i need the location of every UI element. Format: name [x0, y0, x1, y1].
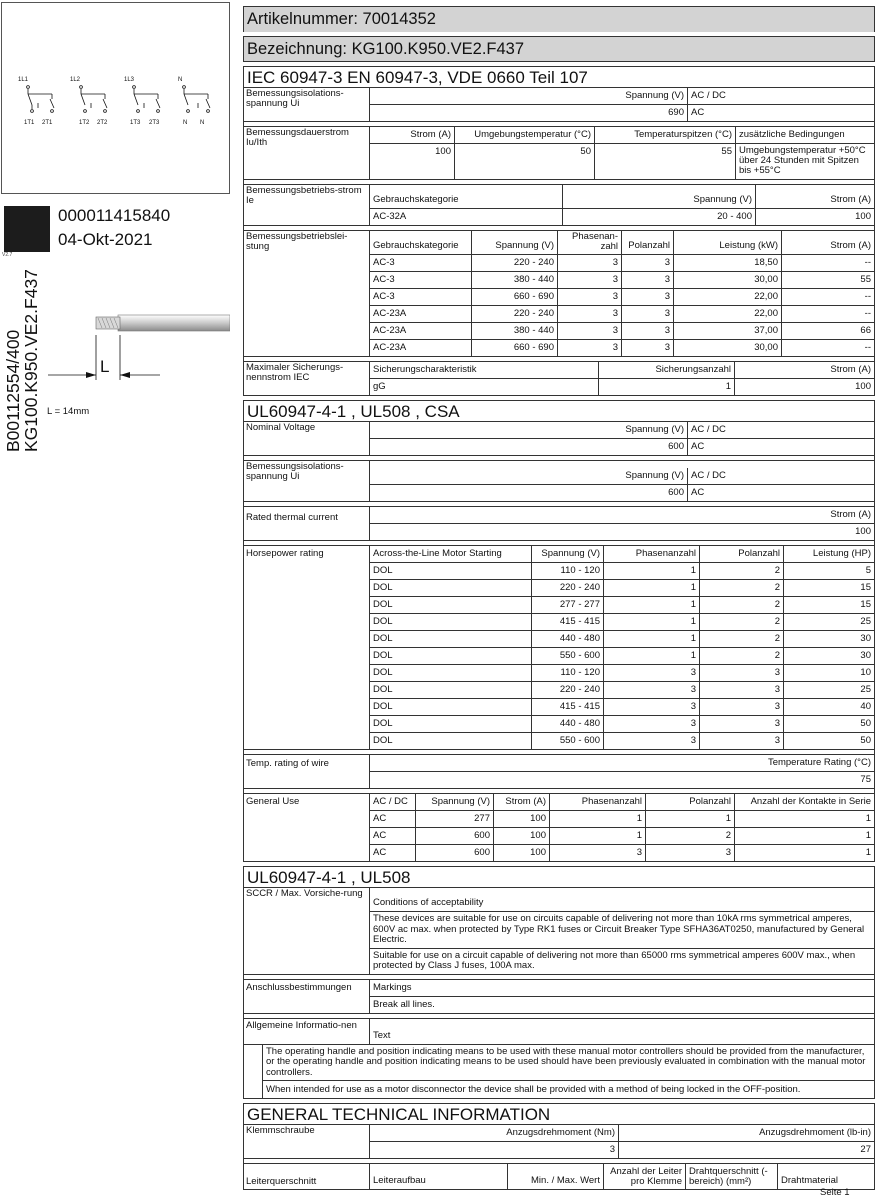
table-cell: 50 — [860, 735, 871, 746]
circuit-diagram-svg — [2, 3, 229, 193]
header-cell: Anzugsdrehmoment (lb-in) — [759, 1127, 871, 1138]
header-cell: Spannung (V) — [563, 185, 756, 208]
table-cell: -- — [864, 308, 871, 319]
table-row — [370, 845, 874, 862]
terminal-label: 2T3 — [149, 120, 160, 126]
header-cell: Min. / Max. Wert — [508, 1164, 604, 1189]
table-cell: 550 - 600 — [532, 648, 604, 664]
header-cell: Leistung (kW) — [674, 231, 782, 254]
table-row — [370, 614, 874, 631]
table-cell: 1 — [865, 813, 871, 824]
row-label: Bemessungsisolations-spannung Ui — [244, 88, 370, 122]
table-cell: 3 — [622, 289, 674, 305]
table-cell: 3 — [700, 682, 784, 698]
table-cell: 30 — [860, 650, 871, 661]
terminal-label: N — [178, 77, 183, 83]
header-cell: Spannung (V) — [370, 422, 688, 438]
row-label: Nominal Voltage — [244, 422, 370, 456]
table-cell: 1 — [604, 580, 700, 596]
table-cell: 3 — [604, 665, 700, 681]
table-cell: 5 — [865, 565, 871, 576]
header-cell: Text — [373, 1029, 391, 1041]
row-operating-current — [243, 184, 875, 226]
table-row — [370, 665, 874, 682]
value-cell: 20 - 400 — [563, 209, 756, 225]
header-cell: AC / DC — [370, 794, 416, 810]
wire-length-caption: L = 14mm — [47, 406, 90, 417]
terminal-label: 1T2 — [79, 120, 90, 126]
text-cell: The operating handle and position indicating means to be used with these manual motor controllers should be provided from the manufacturer, or the operating handle and position indicating means to be used should have been previously evaluated in combination with the manual motor controllers. — [263, 1045, 874, 1082]
power-table — [370, 231, 874, 357]
table-cell: 110 - 120 — [532, 665, 604, 681]
version-tag: V2.7 — [2, 252, 13, 258]
page-number: Seite 1 — [820, 1187, 850, 1198]
table-cell: 3 — [622, 255, 674, 271]
value-cell: 55 — [595, 144, 736, 179]
section-title-ul2: UL60947-4-1 , UL508 — [243, 866, 875, 888]
table-cell: 55 — [860, 274, 871, 285]
header-cell: Phasenan-zahl — [558, 231, 622, 254]
section-title-iec: IEC 60947-3 EN 60947-3, VDE 0660 Teil 107 — [243, 66, 875, 88]
table-cell: DOL — [370, 597, 532, 613]
table-row — [370, 733, 874, 750]
table-cell: 220 - 240 — [532, 682, 604, 698]
row-fuse — [243, 361, 875, 396]
table-cell: 3 — [646, 845, 735, 861]
table-cell: 3 — [604, 733, 700, 749]
table-row — [370, 289, 874, 306]
header-cell: Conditions of acceptability — [373, 897, 484, 908]
header-cell: Polanzahl — [700, 546, 784, 562]
table-cell: 220 - 240 — [472, 306, 558, 322]
row-label: Bemessungsisolations-spannung Ui — [244, 461, 370, 502]
table-cell: 380 - 440 — [472, 323, 558, 339]
table-cell: 440 - 480 — [532, 631, 604, 647]
terminal-label: 1T3 — [130, 120, 141, 126]
table-cell: AC-3 — [370, 289, 472, 305]
table-row — [370, 597, 874, 614]
table-cell: 277 - 277 — [532, 597, 604, 613]
header-cell: Strom (A) — [494, 794, 550, 810]
table-cell: 100 — [494, 845, 550, 861]
value-cell: Break all lines. — [373, 998, 435, 1010]
header-cell: Gebrauchskategorie — [370, 185, 563, 208]
header-cell: Markings — [373, 981, 412, 993]
table-row — [370, 306, 874, 323]
terminal-label: 1L1 — [18, 77, 29, 83]
terminal-label: 1L2 — [70, 77, 81, 83]
table-cell: DOL — [370, 665, 532, 681]
table-cell: DOL — [370, 580, 532, 596]
datasheet — [243, 6, 875, 1190]
header-cell: Temperaturspitzen (°C) — [595, 127, 736, 143]
table-cell: DOL — [370, 733, 532, 749]
row-general-info — [243, 1018, 875, 1045]
row-conductor-section — [243, 1163, 875, 1190]
table-cell: 1 — [865, 830, 871, 841]
table-cell: 100 — [494, 828, 550, 844]
row-label: Maximaler Sicherungs-nennstrom IEC — [244, 362, 370, 396]
header-cell: Temperature Rating (°C) — [767, 757, 871, 768]
row-label: Bemessungsdauerstrom Iu/Ith — [244, 127, 370, 180]
table-cell: 15 — [860, 599, 871, 610]
table-cell: 25 — [860, 684, 871, 695]
row-label: Anschlussbestimmungen — [244, 980, 370, 1014]
table-cell: 2 — [646, 828, 735, 844]
table-row — [370, 255, 874, 272]
table-cell: 3 — [622, 323, 674, 339]
id-number: 000011415840 — [58, 206, 171, 225]
table-cell: 3 — [558, 272, 622, 288]
table-cell: -- — [864, 342, 871, 353]
table-cell: AC-23A — [370, 306, 472, 322]
table-cell: DOL — [370, 614, 532, 630]
row-isolation — [243, 88, 875, 122]
terminal-label: N — [183, 120, 188, 126]
section-title-ul: UL60947-4-1 , UL508 , CSA — [243, 400, 875, 422]
header-cell: Spannung (V) — [416, 794, 494, 810]
terminal-label: 2T1 — [42, 120, 53, 126]
row-nominal-voltage — [243, 422, 875, 456]
table-cell: 1 — [646, 811, 735, 827]
vertical-label — [0, 250, 42, 455]
value-cell: 100 — [855, 381, 871, 392]
row-clamp-screw — [243, 1125, 875, 1159]
value-cell: 27 — [860, 1144, 871, 1155]
value-cell: 75 — [860, 774, 871, 785]
header-cell: AC / DC — [691, 90, 726, 101]
row-label: General Use — [244, 794, 370, 862]
header-cell: Umgebungstemperatur (°C) — [455, 127, 595, 143]
table-cell: 2 — [700, 580, 784, 596]
table-cell: 3 — [604, 699, 700, 715]
table-cell: 1 — [865, 847, 871, 858]
table-cell: 10 — [860, 667, 871, 678]
table-row — [370, 323, 874, 340]
table-cell: 100 — [494, 811, 550, 827]
text-cell: Suitable for use on a circuit capable of delivering not more than 65000 rms symmetrical amperes 600V max., when protected by Class J fuses, 100A max. — [373, 949, 856, 971]
table-row — [370, 563, 874, 580]
table-cell: 1 — [550, 828, 646, 844]
table-cell: DOL — [370, 563, 532, 579]
table-cell: 40 — [860, 701, 871, 712]
value-cell: AC — [691, 107, 705, 118]
table-cell: 440 - 480 — [532, 716, 604, 732]
value-cell: 600 — [370, 439, 688, 455]
value-cell: 3 — [370, 1142, 619, 1158]
table-cell: 415 - 415 — [532, 614, 604, 630]
header-cell: Strom (A) — [830, 194, 871, 205]
table-cell: 220 - 240 — [472, 255, 558, 271]
table-cell: 30,00 — [674, 272, 782, 288]
table-cell: DOL — [370, 699, 532, 715]
row-connection-rules — [243, 979, 875, 1014]
table-row — [370, 631, 874, 648]
value-cell: Umgebungstemperatur +50°C über 24 Stunden mit Spitzen bis +55°C — [739, 145, 866, 176]
value-cell: AC — [691, 487, 705, 498]
header-cell: Sicherungscharakteristik — [370, 362, 599, 378]
row-label: Klemmschraube — [244, 1125, 370, 1159]
table-cell: 3 — [550, 845, 646, 861]
header-cell: Strom (A) — [830, 364, 871, 375]
header-cell: Spannung (V) — [370, 468, 688, 484]
table-cell: 3 — [700, 733, 784, 749]
header-cell: Spannung (V) — [370, 88, 688, 104]
table-cell: 3 — [700, 699, 784, 715]
header-cell: Spannung (V) — [472, 231, 558, 254]
terminal-label: 1T1 — [24, 120, 35, 126]
table-cell: 277 — [416, 811, 494, 827]
header-cell: Strom (A) — [830, 240, 871, 251]
terminal-label: N — [200, 120, 205, 126]
header-cell: Polanzahl — [646, 794, 735, 810]
table-cell: 3 — [604, 682, 700, 698]
header-cell: zusätzliche Bedingungen — [739, 129, 845, 140]
table-cell: 25 — [860, 616, 871, 627]
row-label: Leiterquerschnitt — [244, 1164, 370, 1190]
row-label: SCCR / Max. Vorsiche-rung — [244, 888, 370, 975]
row-horsepower — [243, 545, 875, 750]
id-square — [4, 206, 50, 252]
table-cell: DOL — [370, 716, 532, 732]
table-cell: 3 — [700, 716, 784, 732]
table-cell: 600 — [416, 845, 494, 861]
table-cell: 1 — [604, 614, 700, 630]
table-cell: 2 — [700, 631, 784, 647]
table-cell: 2 — [700, 648, 784, 664]
table-row — [370, 580, 874, 597]
table-cell: 1 — [604, 648, 700, 664]
designation: Bezeichnung: KG100.K950.VE2.F437 — [243, 36, 875, 62]
value-cell: 690 — [370, 105, 688, 121]
table-cell: 37,00 — [674, 323, 782, 339]
table-cell: 1 — [604, 563, 700, 579]
table-cell: 220 - 240 — [532, 580, 604, 596]
table-cell: 2 — [700, 614, 784, 630]
table-cell: DOL — [370, 648, 532, 664]
table-cell: 3 — [622, 340, 674, 356]
table-cell: 50 — [860, 718, 871, 729]
value-cell: 50 — [455, 144, 595, 179]
table-cell: 550 - 600 — [532, 733, 604, 749]
table-cell: 30,00 — [674, 340, 782, 356]
row-label: Allgemeine Informatio-nen — [244, 1019, 370, 1045]
table-cell: 660 - 690 — [472, 340, 558, 356]
table-cell: DOL — [370, 682, 532, 698]
table-cell: -- — [864, 257, 871, 268]
table-row — [370, 699, 874, 716]
vertical-line-2: KG100.K950.VE2.F437 — [21, 269, 41, 452]
table-cell: 3 — [558, 255, 622, 271]
table-cell: 3 — [622, 306, 674, 322]
row-thermal-current — [243, 506, 875, 541]
terminal-label: 1L3 — [124, 77, 135, 83]
table-cell: 660 - 690 — [472, 289, 558, 305]
circuit-diagram — [1, 2, 230, 194]
row-continuous-current — [243, 126, 875, 180]
table-cell: 3 — [622, 272, 674, 288]
table-cell: 22,00 — [674, 306, 782, 322]
header-cell: Phasenanzahl — [550, 794, 646, 810]
table-cell: AC-3 — [370, 272, 472, 288]
table-cell: 380 - 440 — [472, 272, 558, 288]
table-cell: 18,50 — [674, 255, 782, 271]
header-cell: Strom (A) — [830, 509, 871, 520]
table-cell: AC-3 — [370, 255, 472, 271]
table-row — [370, 682, 874, 699]
table-cell: AC-23A — [370, 340, 472, 356]
table-row — [370, 340, 874, 357]
table-cell: 2 — [700, 597, 784, 613]
table-cell: AC — [370, 845, 416, 861]
header-cell: Gebrauchskategorie — [370, 231, 472, 254]
text-cell: These devices are suitable for use on circuits capable of delivering not more than 10kA rms symmetrical amperes, 600V ac max. when protected by Type RK1 fuses or Circuit Breaker Type SFHA36AT0250, manufactured by General Electric. — [373, 913, 865, 945]
table-cell: AC — [370, 811, 416, 827]
id-date: 04-Okt-2021 — [58, 230, 153, 249]
header-cell: Across-the-Line Motor Starting — [370, 546, 532, 562]
row-operating-power — [243, 230, 875, 357]
value-cell: AC-32A — [370, 209, 563, 225]
table-row — [370, 828, 874, 845]
terminal-label: 2T2 — [97, 120, 108, 126]
vertical-line-1: B00112554/400 — [3, 329, 23, 452]
row-sccr — [243, 888, 875, 975]
text-cell: When intended for use as a motor disconnector the device shall be provided with a method of being locked in the OFF-position. — [266, 1084, 801, 1095]
header-cell: Phasenanzahl — [604, 546, 700, 562]
table-cell: 30 — [860, 633, 871, 644]
table-cell: 1 — [550, 811, 646, 827]
header-cell: AC / DC — [691, 424, 726, 435]
table-cell: 3 — [558, 340, 622, 356]
row-label: Bemessungsbetriebslei-stung — [244, 231, 370, 357]
table-cell: 22,00 — [674, 289, 782, 305]
value-cell: 100 — [855, 526, 871, 537]
wire-stripping-diagram — [40, 295, 230, 415]
table-cell: 3 — [558, 289, 622, 305]
row-wire-temp — [243, 754, 875, 789]
table-row — [370, 716, 874, 733]
table-cell: 15 — [860, 582, 871, 593]
header-cell: Leistung (HP) — [812, 548, 871, 559]
row-label: Temp. rating of wire — [244, 755, 370, 789]
header-cell: Strom (A) — [370, 127, 455, 143]
value-cell: AC — [691, 441, 705, 452]
header-cell: Spannung (V) — [532, 546, 604, 562]
table-cell: 66 — [860, 325, 871, 336]
header-cell: Drahtquerschnitt (-bereich) (mm²) — [686, 1164, 778, 1189]
row-label: Horsepower rating — [244, 546, 370, 750]
header-cell: AC / DC — [691, 470, 726, 481]
table-cell: DOL — [370, 631, 532, 647]
table-cell: AC — [370, 828, 416, 844]
table-cell: 3 — [558, 306, 622, 322]
header-cell: Anzahl der Kontakte in Serie — [750, 796, 871, 807]
table-cell: 3 — [604, 716, 700, 732]
value-cell: 100 — [855, 211, 871, 222]
row-general-use — [243, 793, 875, 862]
row-label: Rated thermal current — [244, 507, 370, 541]
header-cell: Leiteraufbau — [370, 1164, 508, 1189]
table-cell: 1 — [604, 631, 700, 647]
value-cell: 600 — [370, 485, 688, 501]
value-cell: 1 — [599, 379, 735, 395]
header-cell: Anzugsdrehmoment (Nm) — [370, 1125, 619, 1141]
general-use-table — [370, 794, 874, 862]
table-cell: 110 - 120 — [532, 563, 604, 579]
table-cell: 415 - 415 — [532, 699, 604, 715]
section-title-general: GENERAL TECHNICAL INFORMATION — [243, 1103, 875, 1125]
table-row — [370, 272, 874, 289]
header-cell: Drahtmaterial — [781, 1175, 839, 1186]
article-number: Artikelnummer: 70014352 — [243, 6, 875, 32]
table-cell: 3 — [700, 665, 784, 681]
header-cell: Polanzahl — [622, 231, 674, 254]
table-cell: 2 — [700, 563, 784, 579]
table-cell: 600 — [416, 828, 494, 844]
id-block — [4, 206, 232, 252]
table-cell: 1 — [604, 597, 700, 613]
horsepower-table — [370, 546, 874, 750]
value-cell: gG — [370, 379, 599, 395]
dim-letter: L — [100, 357, 110, 376]
header-cell: Sicherungsanzahl — [599, 362, 735, 378]
table-row — [370, 648, 874, 665]
header-cell: Anzahl der Leiter pro Klemme — [604, 1164, 686, 1189]
table-cell: AC-23A — [370, 323, 472, 339]
value-cell: 100 — [370, 144, 455, 179]
table-cell: -- — [864, 291, 871, 302]
row-ul-isolation — [243, 460, 875, 502]
table-cell: 3 — [558, 323, 622, 339]
table-row — [370, 811, 874, 828]
row-label: Bemessungsbetriebs-strom Ie — [244, 185, 370, 226]
